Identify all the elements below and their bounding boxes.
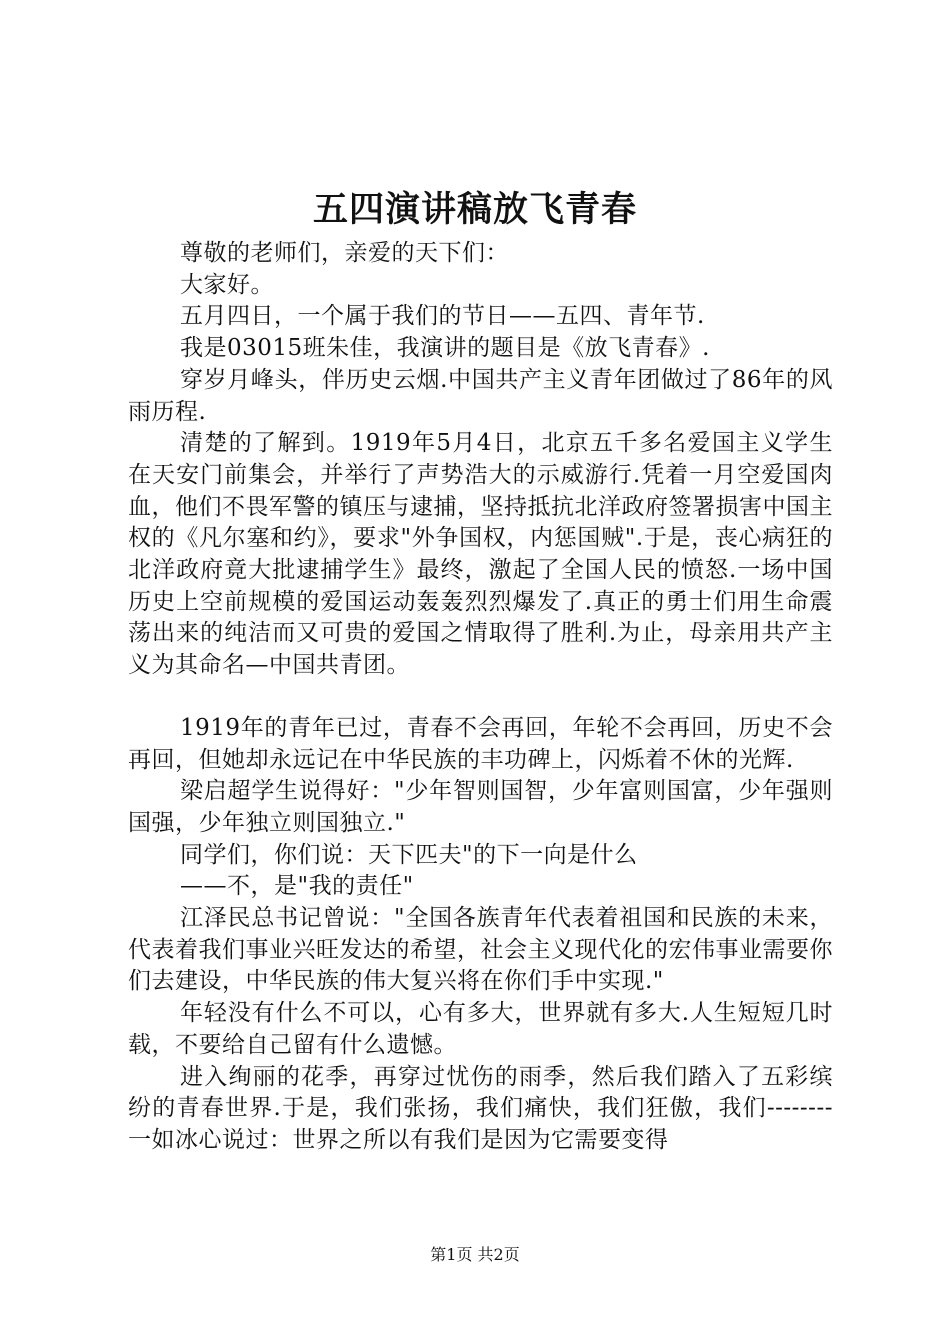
paragraph-gap	[128, 682, 833, 713]
paragraph-greeting: 尊敬的老师们，亲爱的天下们：	[180, 240, 509, 266]
paragraph-liang-qichao: 梁启超学生说得好："少年智则国智，少年富则国富，少年强则国强，少年独立则国独立."	[128, 778, 833, 836]
paragraph-1919-movement: 清楚的了解到。1919年5月4日，北京五千多名爱国主义学生在天安门前集会，并举行了声势浩大的示威游行.凭着一月空爱国肉血，他们不畏军警的镇压与逮捕，坚持抵抗北洋政府签署损害中国主权的《凡尔塞和约》，要求"外争国权，内惩国贼".于是，丧心病狂的北洋政府竟大批逮捕学生》最终，激起了全国人民的愤怒.一场中国历史上空前规模的爱国运动轰轰烈烈爆发了.真正的勇士们用生命震荡出来的纯洁而又可贵的爱国之情取得了胜利.为止，母亲用共产主义为其命名—中国共青团。	[128, 430, 833, 679]
paragraph-answer: ——不，是"我的责任"	[180, 873, 414, 900]
paragraph-young: 年轻没有什么不可以，心有多大，世界就有多大.人生短短几时载，不要给自己留有什么遗憾。	[128, 1000, 833, 1058]
paragraph-history: 穿岁月峰头，伴历史云烟.中国共产主义青年团做过了86年的风雨历程.	[128, 366, 833, 425]
paragraph-may-fourth: 五月四日，一个属于我们的节日——五四、青年节.	[180, 303, 705, 330]
paragraph-speaker-intro: 我是03015班朱佳，我演讲的题目是《放飞青春》.	[180, 335, 710, 362]
document-body	[128, 238, 833, 1157]
paragraph-question: 同学们，你们说：天下匹夫"的下一向是什么	[180, 841, 638, 868]
paragraph-flower-season: 进入绚丽的花季，再穿过忧伤的雨季，然后我们踏入了五彩缤纷的青春世界.于是，我们张扬，我们痛快，我们狂傲，我们--------一如冰心说过：世界之所以有我们是因为它需要变得	[128, 1063, 833, 1153]
paragraph-youth-past: 1919年的青年已过，青春不会再回，年轮不会再回，历史不会再回，但她却永远记在中华民族的丰功碑上，闪烁着不休的光辉.	[128, 714, 833, 773]
document-title: 五四演讲稿放飞青春	[312, 189, 637, 230]
paragraph-hello: 大家好。	[180, 271, 274, 298]
page-footer: 第1页 共2页	[430, 1245, 520, 1264]
paragraph-jiang-quote: 江泽民总书记曾说："全国各族青年代表着祖国和民族的未来，代表着我们事业兴旺发达的希望，社会主义现代化的宏伟事业需要你们去建设，中华民族的伟大复兴将在你们手中实现."	[128, 905, 833, 995]
